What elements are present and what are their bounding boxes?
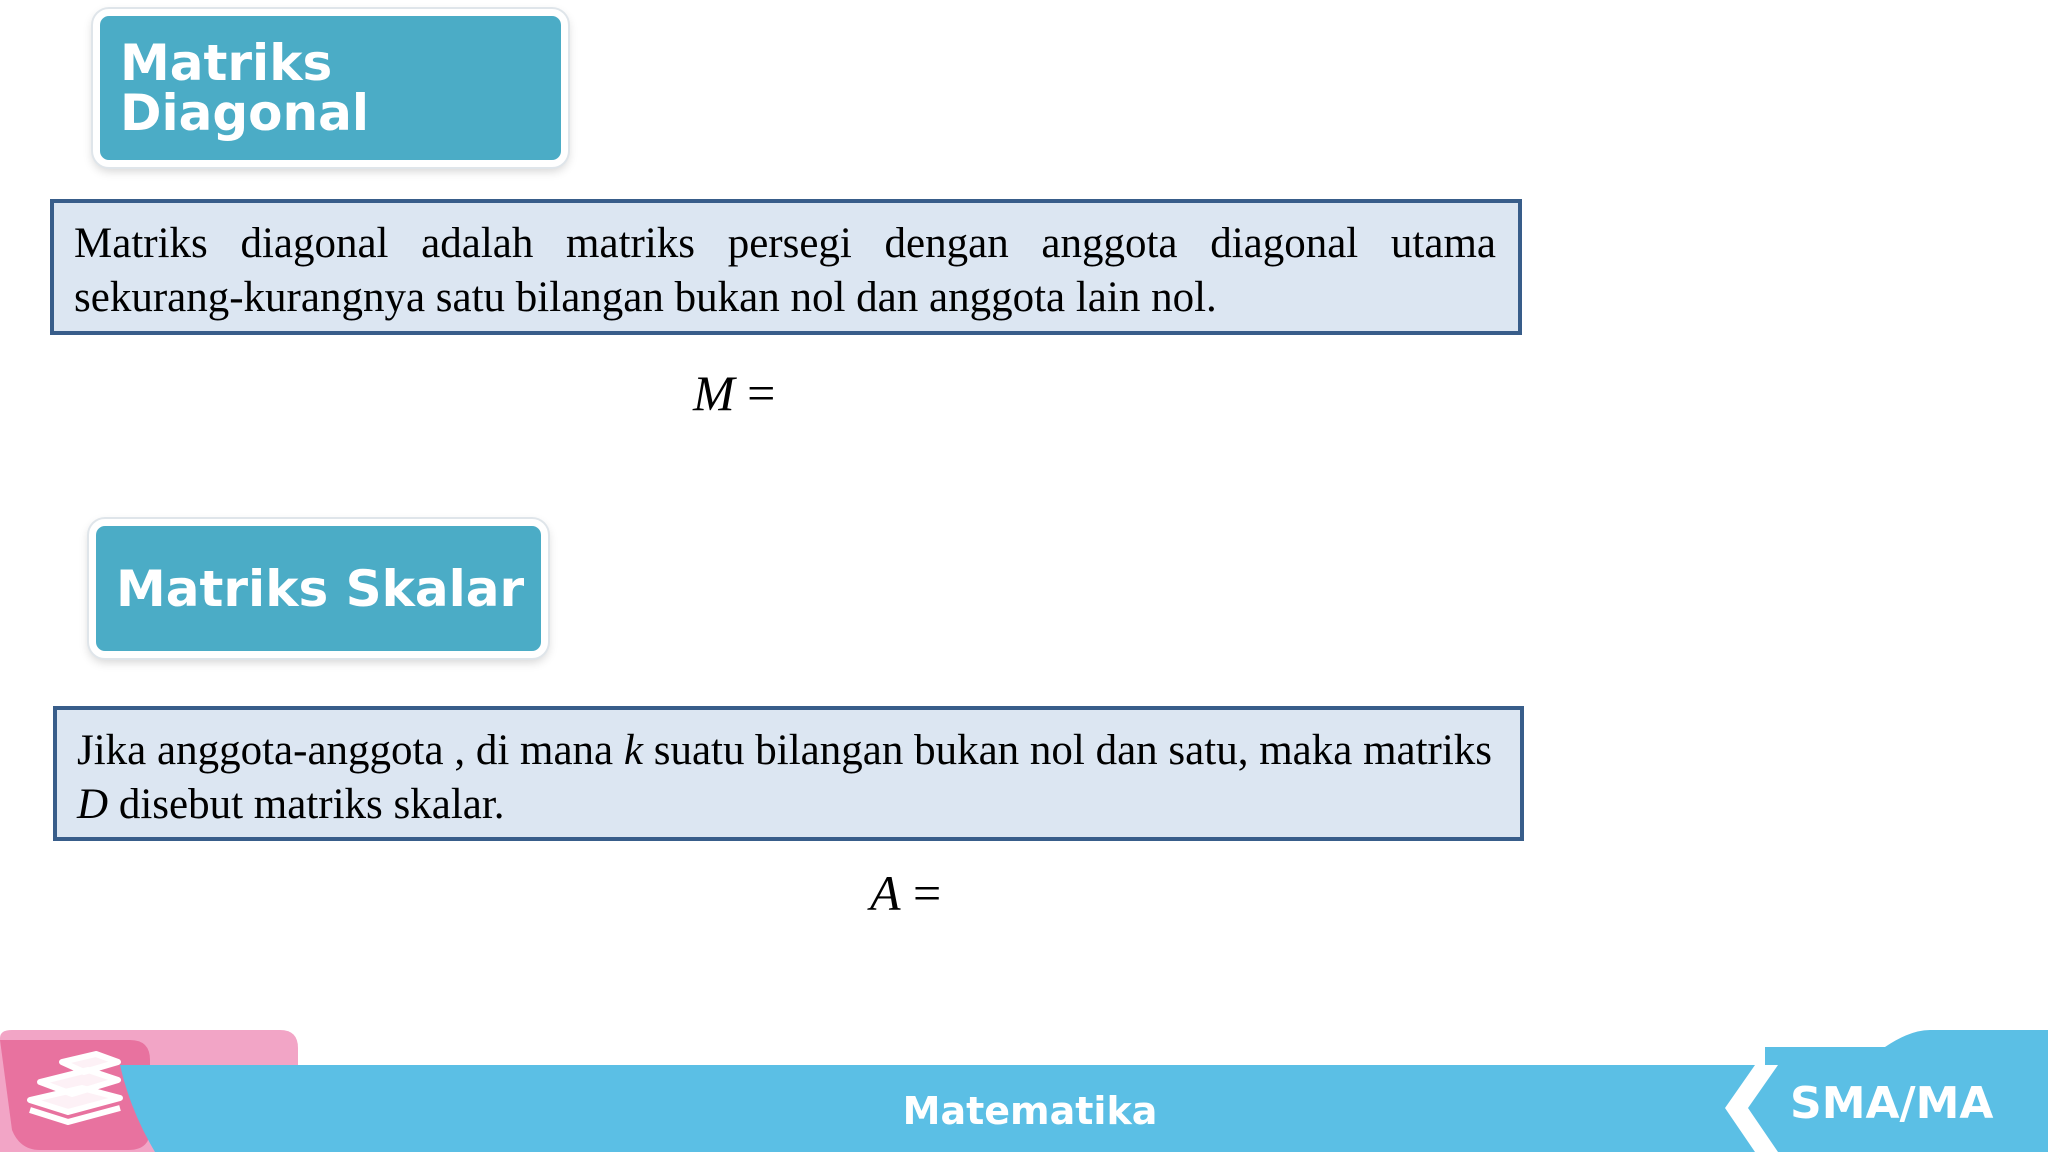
definition-var-k: k: [623, 727, 643, 774]
heading-matriks-diagonal: [93, 9, 568, 167]
equation-m-equals: =: [747, 365, 776, 421]
definition-text-skalar-1: Jika anggota-anggota , di mana: [77, 727, 624, 774]
heading-matriks-skalar: [89, 519, 548, 658]
equation-a-equals: =: [913, 865, 942, 921]
equation-m-variable: M: [693, 365, 735, 421]
footer-level-label: SMA/MA: [1790, 1078, 1994, 1129]
definition-text-skalar-2: suatu bilangan bukan nol dan satu, maka matriks: [642, 727, 1493, 774]
definition-box-skalar: [53, 706, 1524, 841]
definition-text-skalar-3: disebut matriks skalar.: [108, 781, 505, 828]
definition-box-diagonal: [50, 199, 1522, 335]
footer-subject-label: Matematika: [902, 1089, 1158, 1133]
equation-a-variable: A: [870, 865, 901, 921]
equation-a: [870, 864, 941, 922]
definition-var-d: D: [77, 781, 109, 828]
heading-matriks-skalar-text: Matriks Skalar: [116, 559, 525, 618]
definition-text-diagonal: Matriks diagonal adalah matriks persegi dengan anggota diagonal utama sekurang-kurangnya satu bilangan bukan nol dan anggota lain nol.: [74, 220, 1496, 321]
heading-matriks-diagonal-text: Matriks Diagonal: [120, 34, 369, 142]
equation-m: [693, 364, 775, 422]
footer-bar: [0, 1030, 2048, 1152]
books-icon: [22, 1048, 132, 1128]
